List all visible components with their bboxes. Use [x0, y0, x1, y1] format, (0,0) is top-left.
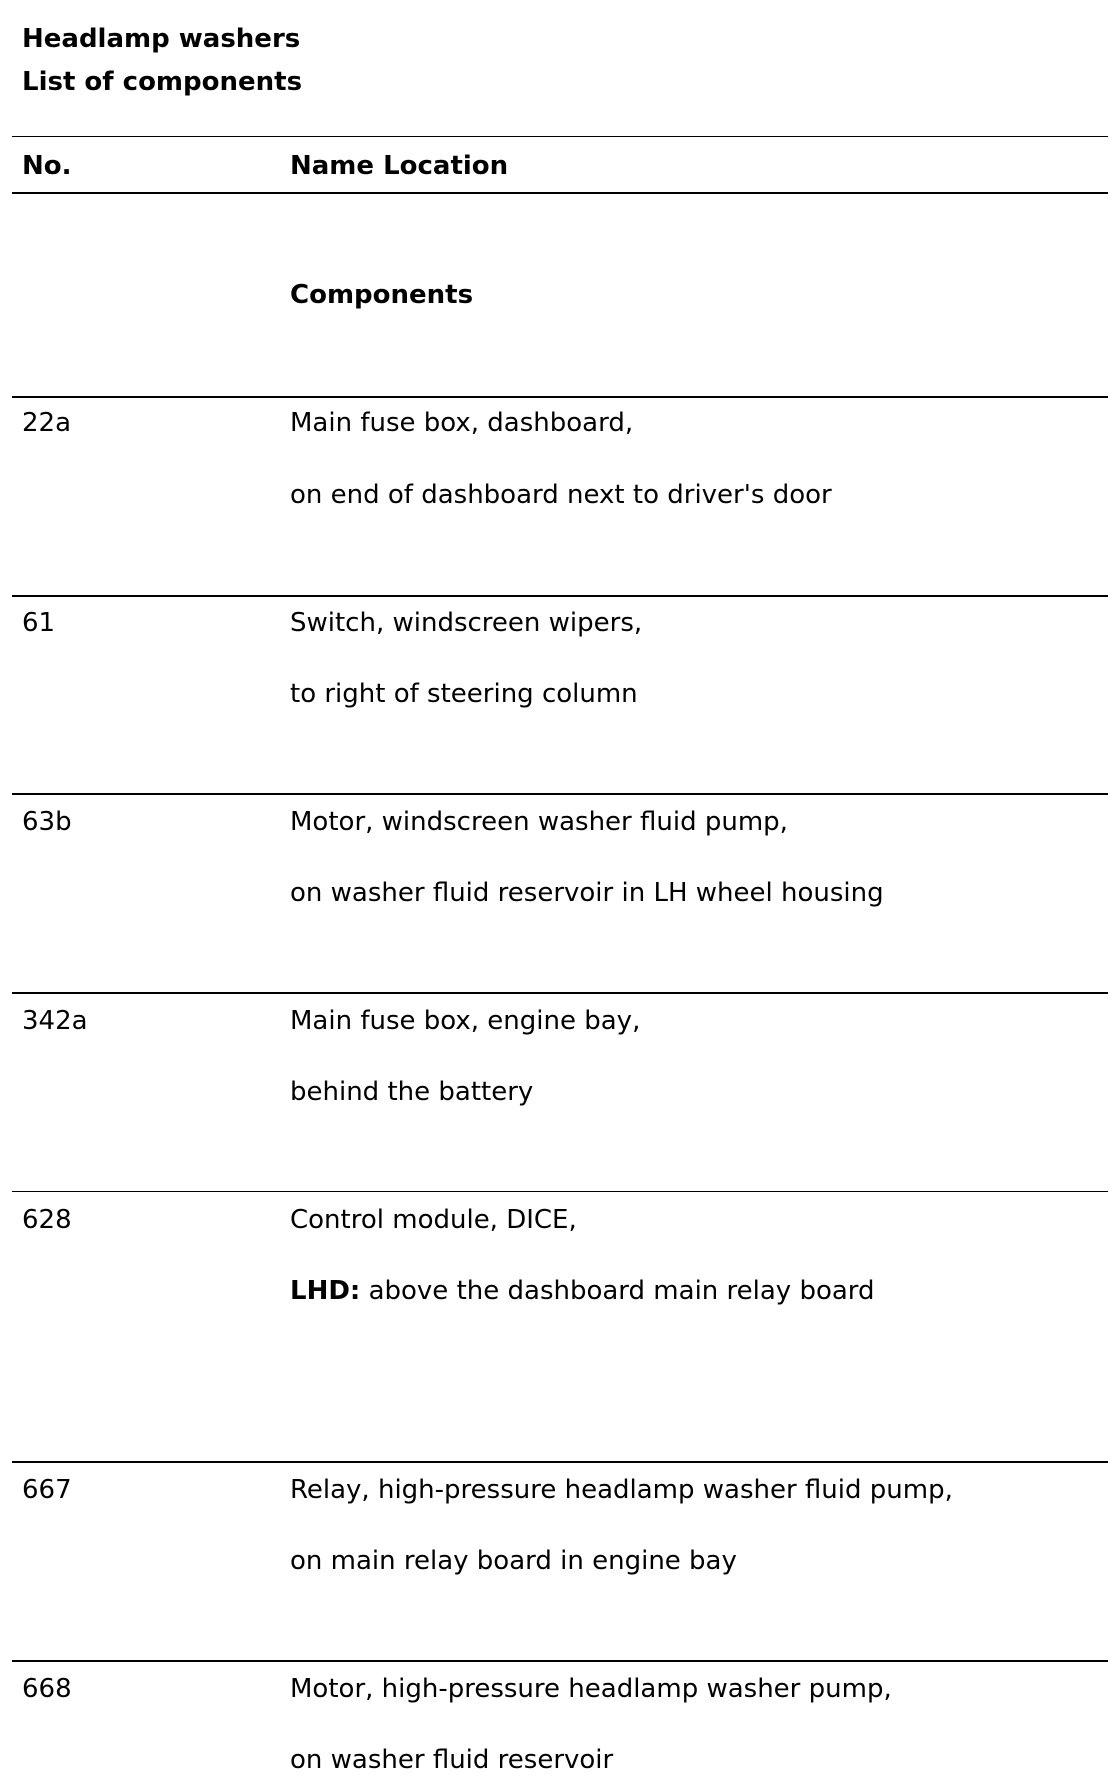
location-text: on washer fluid reservoir in LH wheel housing — [290, 878, 884, 908]
row-divider — [12, 595, 1108, 597]
row-number: 342a — [22, 1006, 88, 1036]
component-location — [290, 1747, 613, 1773]
document-title: Headlamp washers — [22, 24, 301, 54]
location-text: to right of steering column — [290, 679, 638, 709]
component-name: Main fuse box, engine bay, — [290, 1006, 641, 1036]
location-text: behind the battery — [290, 1077, 534, 1107]
component-name: Main fuse box, dashboard, — [290, 408, 634, 438]
location-prefix: LHD: — [290, 1276, 361, 1306]
component-name: Motor, windscreen washer fluid pump, — [290, 807, 788, 837]
component-location — [290, 880, 884, 906]
column-header-no: No. — [22, 151, 72, 181]
component-location — [290, 1079, 533, 1105]
row-divider — [12, 992, 1108, 994]
section-title: Components — [290, 280, 474, 310]
location-text: on end of dashboard next to driver's door — [290, 480, 832, 510]
column-header-name-location: Name Location — [290, 151, 509, 181]
table-top-rule — [12, 136, 1108, 137]
location-text: on main relay board in engine bay — [290, 1546, 737, 1576]
row-number: 61 — [22, 608, 56, 638]
component-location — [290, 681, 638, 707]
component-name: Relay, high-pressure headlamp washer fluid pump, — [290, 1475, 953, 1505]
row-number: 22a — [22, 408, 72, 438]
row-number: 63b — [22, 807, 72, 837]
row-divider — [12, 1660, 1108, 1662]
row-divider — [12, 1461, 1108, 1463]
row-divider — [12, 793, 1108, 795]
row-divider — [12, 396, 1108, 398]
component-name: Control module, DICE, — [290, 1205, 577, 1235]
component-name: Motor, high-pressure headlamp washer pump, — [290, 1674, 892, 1704]
component-location — [290, 1548, 737, 1574]
document-subtitle: List of components — [22, 67, 303, 97]
location-text: on washer fluid reservoir — [290, 1745, 614, 1775]
header-bottom-rule — [12, 192, 1108, 194]
row-number: 668 — [22, 1674, 72, 1704]
row-divider — [12, 1191, 1108, 1192]
component-name: Switch, windscreen wipers, — [290, 608, 643, 638]
component-location — [290, 482, 832, 508]
row-number: 667 — [22, 1475, 72, 1505]
component-location — [290, 1278, 875, 1304]
location-text: above the dashboard main relay board — [368, 1276, 875, 1306]
row-number: 628 — [22, 1205, 72, 1235]
